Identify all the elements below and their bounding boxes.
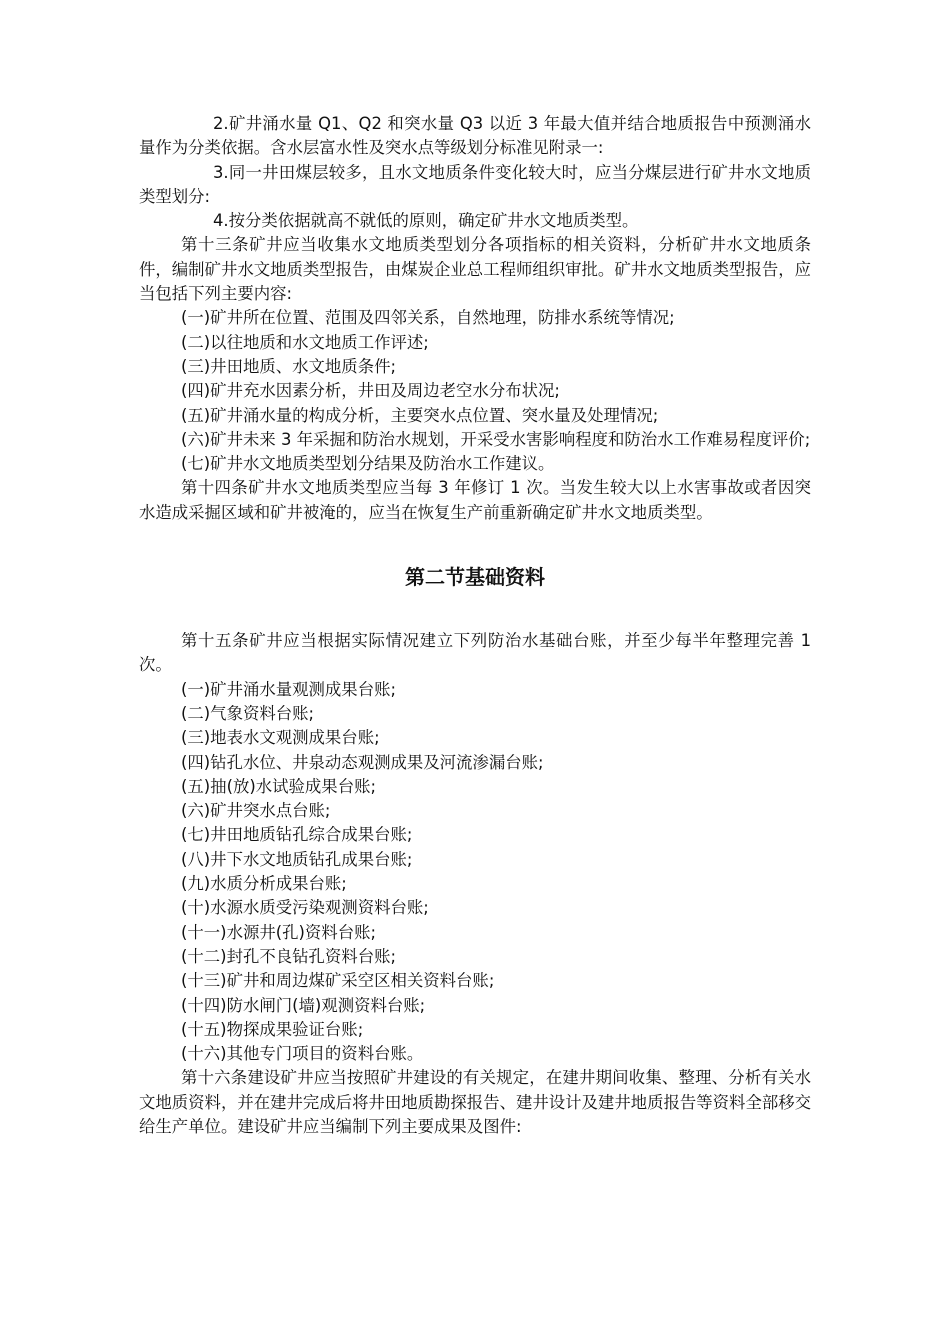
article-13-item-1: (一)矿井所在位置、范围及四邻关系，自然地理，防排水系统等情况; [181,308,675,328]
article-15-item-6: (六)矿井突水点台账; [181,801,331,821]
article-15-item-12: (十二)封孔不良钻孔资料台账; [181,946,396,966]
paragraph-4: 4.按分类依据就高不就低的原则，确定矿井水文地质类型。 [213,211,639,231]
article-15-item-10: (十)水源水质受污染观测资料台账; [181,898,429,918]
article-15-item-13: (十三)矿井和周边煤矿采空区相关资料台账; [181,971,495,991]
article-15-item-16: (十六)其他专门项目的资料台账。 [181,1044,424,1064]
paragraph-2: 2.矿井涌水量 Q1、Q2 和突水量 Q3 以近 3 年最大值并结合地质报告中预测涌水量作为分类依据。含水层富水性及突水点等级划分标准见附录一: [139,114,811,158]
article-15: 第十五条矿井应当根据实际情况建立下列防治水基础台账，并至少每半年整理完善 1 次。 [139,631,811,675]
article-13: 第十三条矿井应当收集水文地质类型划分各项指标的相关资料，分析矿井水文地质条件，编制矿井水文地质类型报告，由煤炭企业总工程师组织审批。矿井水文地质类型报告，应当包括下列主要内容: [139,235,812,304]
paragraph-3: 3.同一井田煤层较多，且水文地质条件变化较大时，应当分煤层进行矿井水文地质类型划分: [139,162,811,206]
article-13-item-6: (六)矿井未来 3 年采掘和防治水规划，开采受水害影响程度和防治水工作难易程度评价; [181,429,811,449]
article-15-item-1: (一)矿井涌水量观测成果台账; [181,679,396,699]
section-heading: 第二节基础资料 [405,565,545,590]
article-15-item-11: (十一)水源井(孔)资料台账; [181,922,377,942]
article-15-item-15: (十五)物探成果验证台账; [181,1019,364,1039]
document-page [139,112,811,1139]
article-15-item-14: (十四)防水闸门(墙)观测资料台账; [181,995,426,1015]
article-15-item-4: (四)钻孔水位、井泉动态观测成果及河流渗漏台账; [181,752,544,772]
article-13-item-7: (七)矿井水文地质类型划分结果及防治水工作建议。 [181,454,555,474]
article-15-item-8: (八)井下水文地质钻孔成果台账; [181,849,413,869]
article-13-item-3: (三)井田地质、水文地质条件; [181,356,396,376]
article-13-item-4: (四)矿井充水因素分析，井田及周边老空水分布状况; [181,381,560,401]
article-15-item-2: (二)气象资料台账; [181,703,315,723]
article-16: 第十六条建设矿井应当按照矿井建设的有关规定，在建井期间收集、整理、分析有关水文地质资料，并在建井完成后将井田地质勘探报告、建井设计及建井地质报告等资料全部移交给生产单位。建设矿井应当编制下列主要成果及图件: [139,1068,812,1136]
article-15-item-5: (五)抽(放)水试验成果台账; [181,776,377,796]
article-15-item-7: (七)井田地质钻孔综合成果台账; [181,825,413,845]
article-15-item-3: (三)地表水文观测成果台账; [181,728,380,748]
article-14: 第十四条矿井水文地质类型应当每 3 年修订 1 次。当发生较大以上水害事故或者因突水造成采掘区域和矿井被淹的，应当在恢复生产前重新确定矿井水文地质类型。 [139,478,811,522]
article-13-item-2: (二)以往地质和水文地质工作评述; [181,332,429,352]
article-13-item-5: (五)矿井涌水量的构成分析，主要突水点位置、突水量及处理情况; [181,405,659,425]
article-15-item-9: (九)水质分析成果台账; [181,874,347,894]
